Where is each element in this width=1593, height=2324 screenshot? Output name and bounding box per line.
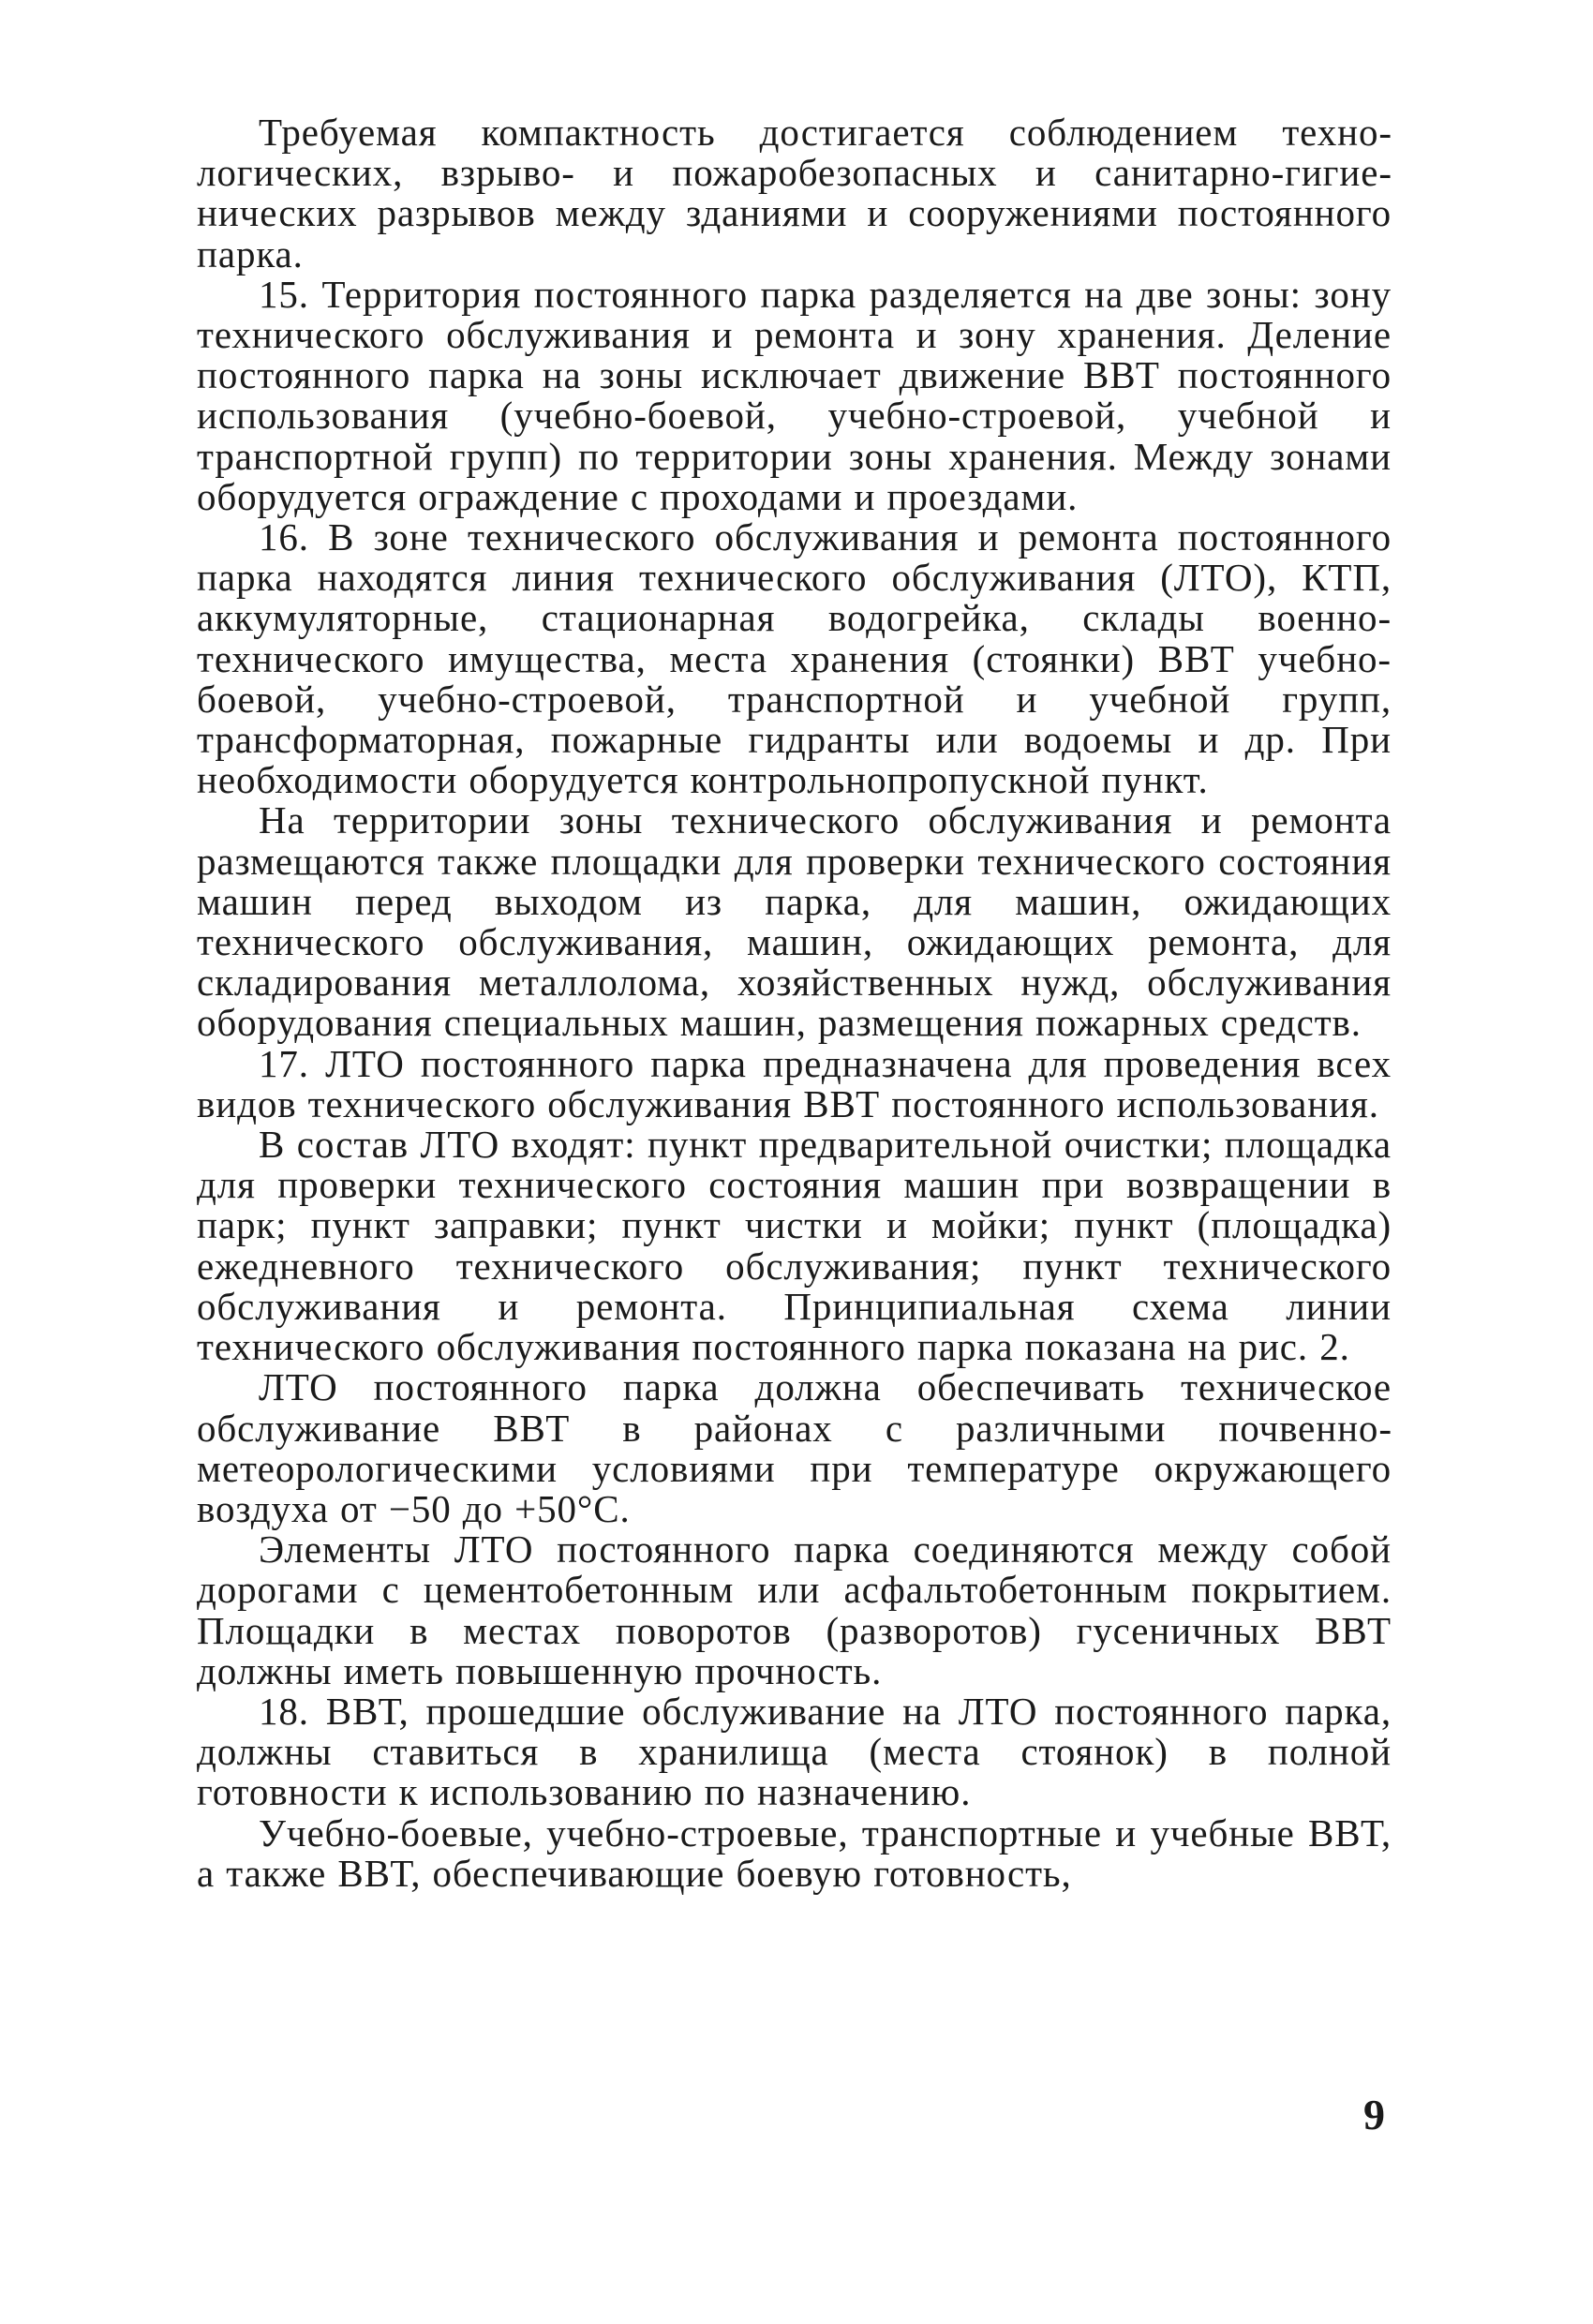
paragraph-lto-composition: В состав ЛТО входят: пункт предварительной очистки; площадка для проверки технического состояния машин при возвращении в парк; пункт заправки; пункт чистки и мойки; пункт (площадка) ежедневного технического обслуживания; пункт технического обслуживания и ремонта. Принципиальная схема линии технического обслуживания постоянного парка показана на рис. 2.	[197, 1123, 1392, 1369]
paragraph-item-15: 15. Территория постоянного парка разделяется на две зоны: зону технического обслуживания и ремонта и зону хранения. Деление постоянного парка на зоны исключает движение ВВТ постоянного использования (учебно-боевой, учебно-строевой, учебной и транспортной групп) по территории зоны хранения. Между зонами оборудуется ограждение с проходами и проездами.	[197, 272, 1392, 518]
paragraph-maintenance-zone: На территории зоны технического обслуживания и ремонта размещаются также площадки для проверки технического состояния машин перед выходом из парка, для машин, ожидающих технического обслуживания, машин, ожидающих ремонта, для складирования металлолома, хозяйственных нужд, обслуживания оборудования специальных машин, размещения пожарных средств.	[197, 798, 1392, 1045]
paragraph-item-17: 17. ЛТО постоянного парка предназначена для проведения всех видов технического обслуживания ВВТ постоянного использования.	[197, 1041, 1392, 1125]
paragraph-compactness: Требуемая компактность достигается соблюдением технологических, взрыво- и пожаробезопасных и санитарно-гигиенических разрывов между зданиями и сооружениями постоянного парка.	[197, 111, 1392, 276]
page-body	[197, 112, 1392, 1894]
paragraph-training-vehicles: Учебно-боевые, учебно-строевые, транспортные и учебные ВВТ, а также ВВТ, обеспечивающие боевую готовность,	[197, 1810, 1392, 1895]
paragraph-lto-roads: Элементы ЛТО постоянного парка соединяются между собой дорогами с цементобетонным или асфальтобетонным покрытием. Площадки в местах поворотов (разворотов) гусеничных ВВТ должны иметь повышенную прочность.	[197, 1527, 1392, 1692]
paragraph-item-18: 18. ВВТ, прошедшие обслуживание на ЛТО постоянного парка, должны ставиться в хранилища (места стоянок) в полной готовности к использованию по назначению.	[197, 1689, 1392, 1814]
page-number: 9	[1363, 2091, 1385, 2138]
paragraph-item-16: 16. В зоне технического обслуживания и ремонта постоянного парка находятся линия технического обслуживания (ЛТО), КТП, аккумуляторные, стационарная водогрейка, склады военно-технического имущества, места хранения (стоянки) ВВТ учебно-боевой, учебно-строевой, транспортной и учебной групп, трансформаторная, пожарные гидранты или водоемы и др. При необходимости оборудуется контрольнопропускной пункт.	[197, 515, 1392, 802]
paragraph-lto-climate: ЛТО постоянного парка должна обеспечивать техническое обслуживание ВВТ в районах с различными почвеннометеорологическими условиями при температуре окружающего воздуха от −50 до +50°С.	[197, 1365, 1392, 1530]
